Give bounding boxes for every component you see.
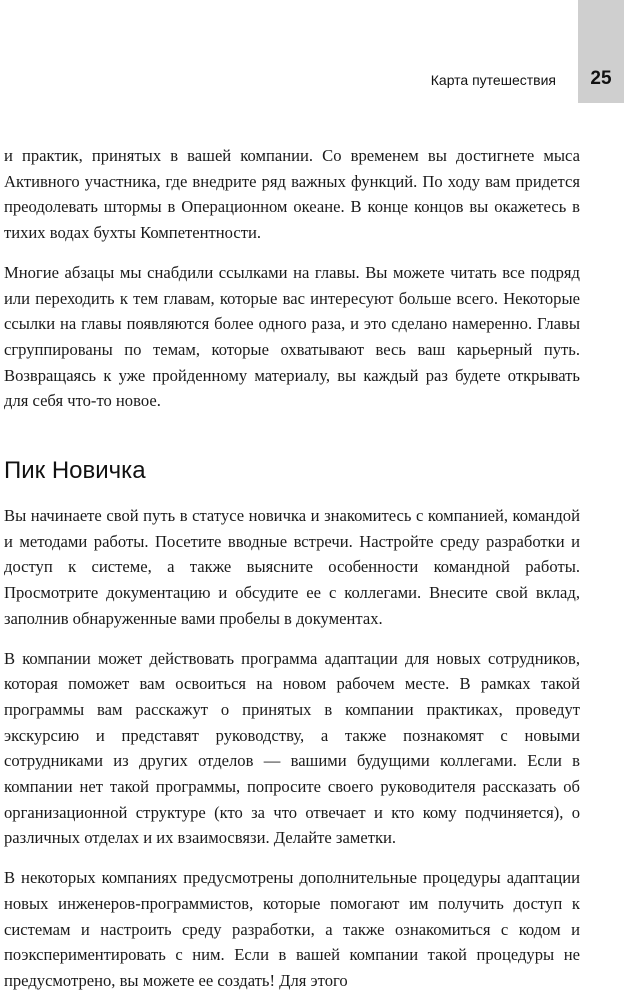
paragraph-continuation: и практик, принятых в вашей компании. Со временем вы достигнете мыса Активного участника, где внедрите ряд важных функций. По ходу вам придется преодолевать штормы в Операционном океане. В конце концов вы окажетесь в тихих водах бухты Компетентности. bbox=[4, 146, 580, 243]
running-title: Карта путешествия bbox=[430, 72, 556, 88]
paragraph-onboarding-program: В компании может действовать программа адаптации для новых сотрудников, которая поможет вам освоиться на новом рабочем месте. В рамках такой программы вам расскажут о принятых в компании практиках, проведут экскурсию и представят руководству, а также познакомят с новыми сотрудниками из других отделов — вашими будущими коллегами. Если в компании нет такой программы, попросите своего руководителя рассказать об организационной структуре (кто за что отвечает и кто кому подчиняется), о различных отделах и их взаимосвязи. Делайте заметки. bbox=[4, 648, 580, 848]
paragraph-newcomer-start: Вы начинаете свой путь в статусе новичка и знакомитесь с компанией, командой и методами работы. Посетите вводные встречи. Настройте среду разработки и доступ к системе, а также выясните особенности командной работы. Просмотрите документацию и обсудите ее с коллегами. Внесите свой вклад, заполнив обнаруженные вами пробелы в документах. bbox=[4, 506, 580, 628]
section-heading: Пик Новичка bbox=[4, 457, 146, 485]
paragraph-chapter-links: Многие абзацы мы снабдили ссылками на главы. Вы можете читать все подряд или переходить к тем главам, которые вас интересуют больше всего. Некоторые ссылки на главы появляются более одного раза, и это сделано намеренно. Главы сгруппированы по темам, которые охватывают весь ваш карьерный путь. Возвращаясь к уже пройденному материалу, вы каждый раз будете открывать для себя что-то новое. bbox=[4, 262, 580, 411]
page-number: 25 bbox=[590, 68, 612, 89]
paragraph-engineer-onboarding: В некоторых компаниях предусмотрены дополнительные процедуры адаптации новых инженеров-программистов, которые помогают им получить доступ к системам и настроить среду разработки, а также ознакомиться с кодом и поэкспериментировать с ним. Если в вашей компании такой процедуры не предусмотрено, вы можете ее создать! Для этого bbox=[4, 868, 580, 990]
page-body bbox=[4, 143, 580, 994]
